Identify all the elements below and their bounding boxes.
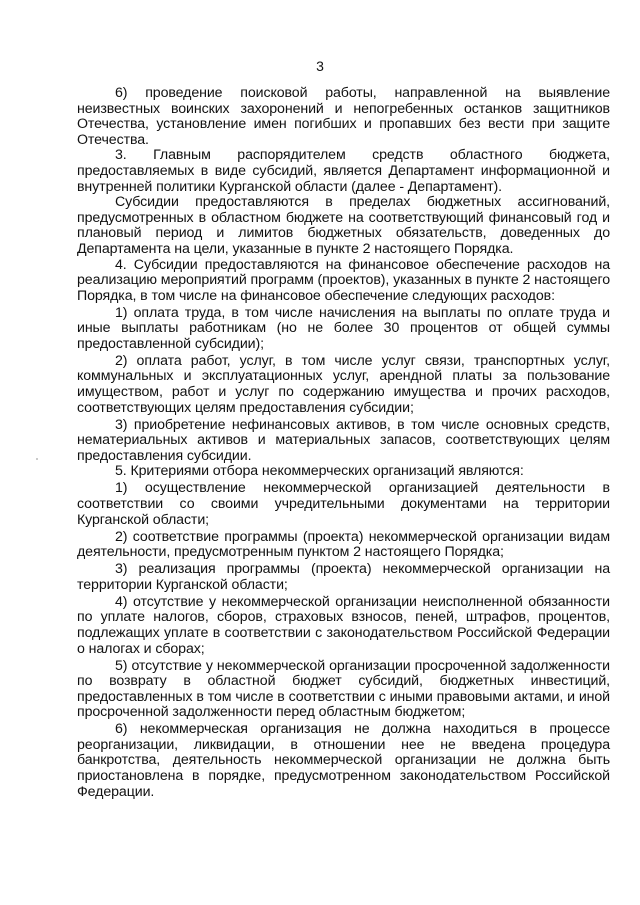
criteria-item-no-tax-debt: 4) отсутствие у некоммерческой организации неисполненной обязанности по уплате налогов, сборов, страховых взносов, пеней, штрафов, процентов, подлежащих уплате в соответствии с законодательством Российской Федерации о налогах и сборах; xyxy=(77,593,610,657)
paragraph-5-selection-criteria: 5. Критериями отбора некоммерческих организаций являются: xyxy=(115,463,524,480)
criteria-item-statutory-activity: 1) осуществление некоммерческой организацией деятельности в соответствии со своими учредительными документами на территории Курганской области; xyxy=(77,480,610,528)
list-item-assets-purchase: 3) приобретение нефинансовых активов, в том числе основных средств, нематериальных активов и материальных запасов, соответствующих целям предоставления субсидии. xyxy=(77,416,610,464)
paragraph-6-search-work: 6) проведение поисковой работы, направленной на выявление неизвестных воинских захоронений и непогребенных останков защитников Отечества, установление имен погибших и пропавших без вести при защите Отечества. xyxy=(77,85,610,148)
paragraph-3-chief-administrator: 3. Главным распорядителем средств областного бюджета, предоставляемых в виде субсидий, является Департамент информационной и внутренней политики Курганской области (далее - Департамент). xyxy=(77,147,610,195)
document-body xyxy=(77,86,610,800)
criteria-item-program-compliance: 2) соответствие программы (проекта) некоммерческой организации видам деятельности, предусмотренным пунктом 2 настоящего Порядка; xyxy=(77,528,610,561)
paragraph-subsidy-limits: Субсидии предоставляются в пределах бюджетных ассигнований, предусмотренных в областном бюджете на соответствующий финансовый год и плановый период и лимитов бюджетных обязательств, доведенных до Департамента на цели, указанные в пункте 2 настоящего Порядка. xyxy=(77,194,610,257)
criteria-item-territory: 3) реализация программы (проекта) некоммерческой организации на территории Курганской области; xyxy=(77,561,610,593)
scan-speck xyxy=(36,458,38,460)
page-number: 3 xyxy=(316,58,324,74)
list-item-services-payment: 2) оплата работ, услуг, в том числе услуг связи, транспортных услуг, коммунальных и эксплуатационных услуг, арендной платы за пользование имуществом, работ и услуг по содержанию имущества и прочих расходов, соответствующих целям предоставления субсидии; xyxy=(77,352,610,416)
criteria-item-no-overdue-debt: 5) отсутствие у некоммерческой организации просроченной задолженности по возврату в областной бюджет субсидий, бюджетных инвестиций, предоставленных в том числе в соответствии с иными правовыми актами, и иной просроченной задолженности перед областным бюджетом; xyxy=(77,657,610,721)
criteria-item-no-reorganization: 6) некоммерческая организация не должна находиться в процессе реорганизации, ликвидации, в отношении нее не введена процедура банкротства, деятельность некоммерческой организации не должна быть приостановлена в порядке, предусмотренном законодательством Российской Федерации. xyxy=(77,721,610,800)
paragraph-4-financing: 4. Субсидии предоставляются на финансовое обеспечение расходов на реализацию мероприятий программ (проектов), указанных в пункте 2 настоящего Порядка, в том числе на финансовое обеспечение следующих расходов: xyxy=(77,256,610,304)
list-item-labor-payment: 1) оплата труда, в том числе начисления на выплаты по оплате труда и иные выплаты работникам (но не более 30 процентов от общей суммы предоставленной субсидии); xyxy=(77,304,610,352)
